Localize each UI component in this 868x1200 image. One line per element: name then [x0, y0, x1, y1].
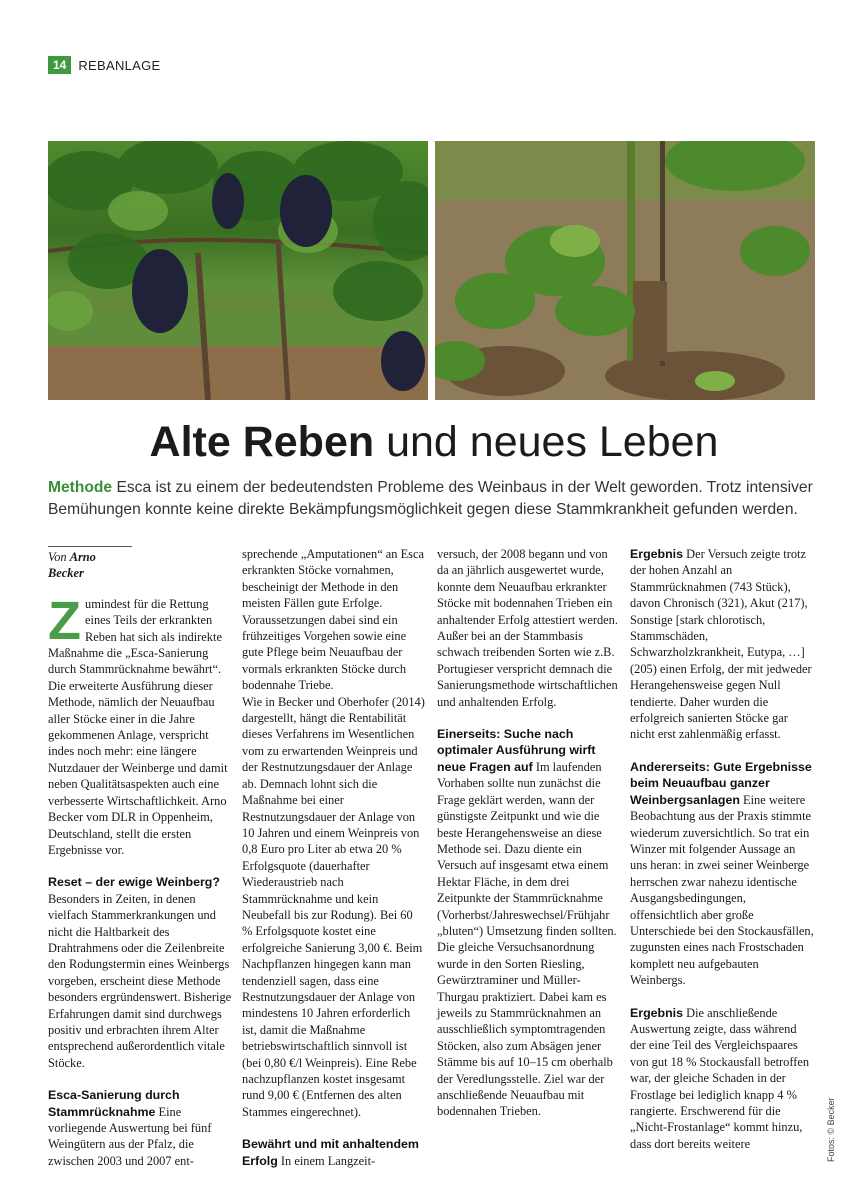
subheading-ergebnis-2: Ergebnis [630, 1005, 684, 1020]
paragraph: Besonders in Zeiten, in denen vielfach Stammerkrankungen und nicht die Haltbarkeit des Drahtrahmens oder die Zeilenbreite den Rodungstermin eines Weinbergs vorgeben, erscheint diese Methode besonders ergründenswert. Bisherige Erfahrungen damit sind durchwegs positiv und erbrachten ihrem Alter entsprechend außerordentlich vitale Stöcke. [48, 891, 232, 1070]
paragraph: Im laufenden Vorhaben sollte nun zunächst die Frage geklärt werden, wann der günstigste Zeitpunkt und wie die beste Herangehensweise an diese Methode sei. Dazu diente ein Versuch auf insgesamt etwa einem Hektar Fläche, in dem drei Zeitpunkte der Stammrücknahme (Vorherbst/Jahreswechsel/Frühjahr „bluten“) Umsetzung finden sollten. Die gleiche Versuchsanordnung wurde in den Sorten Riesling, Gewürztraminer und Müller-Thurgau praktiziert. Dabei kam es jeweils zu Stammrücknahmen an ausschließlich symptomtragenden Stöcken, also zum Absägen jener Stämme bis auf 10–15 cm oberhalb der Veredlungsstelle. Ziel war der anschließende Neuaufbau mit bodennahen Trieben. [437, 759, 617, 1119]
paragraph-with-heading [630, 759, 814, 989]
column-3 [437, 546, 621, 1120]
paragraph: Außer bei an der Stammbasis schwach treibenden Sorten wie z.B. Portugieser verspricht demnach die Sanierungsmethode wirtschaftlichen und anhaltenden Erfolg. [437, 629, 618, 709]
lead-keyword: Methode [48, 479, 113, 496]
subheading-einerseits: Einerseits: Suche nach optimaler Ausführung wirft neue Fragen auf [437, 727, 596, 774]
paragraph: Wie in Becker und Oberhofer (2014) dargestellt, hängt die Rentabilität dieses Verfahrens im Wesentlichen vom zu erwartenden Weinpreis und der Restnutzungsdauer der Anlage ab. Demnach lohnt sich die Maßnahme bei einer Restnutzungsdauer der Anlage von 10 Jahren und einem Weinpreis von 0,8 Euro pro Liter ab etwa 20 % Erfolgsquote (dauerhafter Wiederaustrieb nach Stammrücknahme und kein Neubefall bis zur Rodung). Bei 60 % Erfolgsquote kostet eine erfolgreiche Sanierung 3,00 €. Beim Nachpflanzen hingegen kann man tendenziell sagen, dass eine Restnutzungsdauer der Anlage von mindestens 10 Jahren erforderlich ist, damit die Maßnahme betriebswirtschaftlich sinnvoll ist (bei 0,80 €/l Weinpreis). Eine Rebe nachzupflanzen kostet insgesamt rund 9,00 € (Entfernen des alten Stammes eingerechnet). [242, 694, 425, 1119]
article-title [0, 414, 868, 470]
title-light: und neues Leben [386, 418, 719, 466]
column-2 [242, 546, 426, 1169]
photo-grapes [48, 141, 428, 400]
paragraph-with-heading [48, 1087, 232, 1169]
photo-credit [826, 1082, 840, 1162]
byline [48, 546, 132, 582]
column-1 [48, 546, 232, 1169]
section-label: REBANLAGE [78, 57, 161, 73]
subheading-esca: Esca-Sanierung durch Stammrücknahme [48, 1088, 180, 1119]
paragraph: In einem Langzeit- [280, 1153, 376, 1168]
paragraph: Eine vorliegende Auswertung bei fünf Weingütern aus der Pfalz, die zwischen 2003 und 2007 ent- [48, 1104, 212, 1168]
paragraph-with-heading [242, 1136, 426, 1169]
paragraph: sprechende „Amputationen“ an Esca erkrankten Stöcke vornahmen, bescheinigt der Methode in den meisten Fällen gute Erfolge. Voraussetzungen dabei sind ein frühzeitiges Vorgehen sowie eine gute Pflege beim Neuaufbau der vormals erkrankten Stöcke durch bodennahe Triebe. [242, 547, 424, 693]
title-bold: Alte Reben [149, 418, 375, 466]
drop-cap: Z [48, 590, 81, 651]
lead-text: Esca ist zu einem der bedeutendsten Probleme des Weinbaus in der Welt geworden. Trotz intensiver Bemühungen konnte keine direkte Bekämpfungsmöglichkeit gegen diese Stammkrankheit gefunden werden. [48, 479, 813, 518]
column-4 [630, 546, 814, 1152]
lead-paragraph [48, 477, 818, 521]
paragraph-with-heading [630, 1005, 814, 1153]
paragraph: versuch, der 2008 begann und von da an jährlich ausgewertet wurde, konnte dem Neuaufbau erkrankter Stöcke mit bodennahen Trieben ein anhaltender Erfolg attestiert werden. [437, 547, 618, 627]
paragraph: Eine weitere Beobachtung aus der Praxis stimmte wiederum zuversichtlich. So trat ein Winzer mit folgender Aussage an uns heran: in zwei seiner Weinberge herrschen zwar nahezu identische Ausgangsbedingungen, offensichtlich aber große Unterschiede bei den Stockausfällen, zugunsten eines nach Frostschaden komplett neu aufgebauten Weinbergs. [630, 792, 814, 988]
paragraph-with-heading [630, 546, 814, 743]
byline-prefix: Von [48, 550, 67, 564]
page-header [48, 56, 161, 74]
subheading-andererseits: Andererseits: Gute Ergebnisse beim Neuaufbau ganzer Weinbergsanlagen [630, 759, 812, 807]
subheading-bewaehrt: Bewährt und mit anhaltendem Erfolg [242, 1137, 419, 1168]
paragraph-with-heading [437, 726, 621, 1120]
photo-credit-text: Fotos: © Becker [826, 1097, 836, 1162]
paragraph: Der Versuch zeigte trotz der hohen Anzahl an Stammrücknahmen (743 Stück), davon Chronisch (321), Akut (217), Sonstige [stark chlorotisch, Stammschäden, Schwarzholzkrankheit, Eutypa, …] (205) einen Erfolg, der mit jedweder Herangehensweise gegen Null tendierte. Daher wurden die erfolgreich sanierten Stöcke gar nicht erst zahlenmäßig erfasst. [630, 547, 812, 742]
subheading-ergebnis: Ergebnis [630, 547, 684, 561]
byline-author: Arno Becker [48, 550, 96, 581]
intro-paragraph [48, 590, 232, 859]
paragraph: Die anschließende Auswertung zeigte, dass während der eine Teil des Vergleichspaares von gut 18 % Stockausfall betroffen war, der gleiche Schaden in der Frostlage bei lediglich knapp 4 % rangierte. Erschwerend für die „Nicht-Frostanlage“ kommt hinzu, dass dort bereits weitere [630, 1005, 810, 1151]
photo-young-vine [435, 141, 815, 400]
page-number: 14 [48, 56, 71, 74]
intro-text: umindest für die Rettung eines Teils der erkrankten Reben hat sich als indirekte Maßnahme die „Esca-Sanierung durch Stammrücknahme bewährt“. Die erweiterte Ausführung dieser Methode, nämlich der Neuaufbau aller Stöcke einer in die Jahre gekommenen Anlage, verspricht indes noch mehr: eine längere Nutzdauer der Weinberge und damit neben Qualitätsaspekten auch eine verbesserte Wirtschaftlichkeit. Arno Becker vom DLR in Oppenheim, Deutschland, stellt die ersten Ergebnisse vor. [48, 596, 228, 857]
subheading-reset: Reset – der ewige Weinberg? [48, 875, 220, 890]
